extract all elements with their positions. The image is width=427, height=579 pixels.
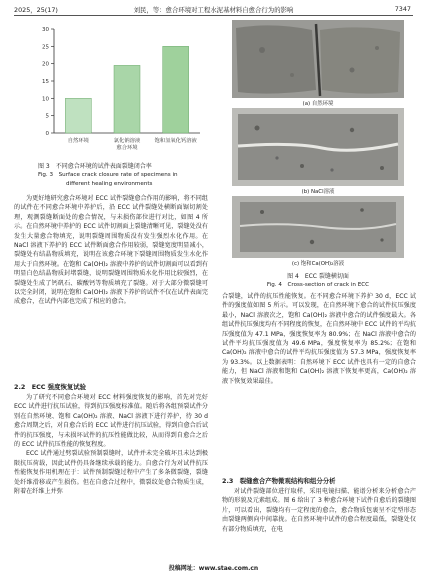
fig4-caption <box>232 272 404 290</box>
header-rule <box>14 15 413 16</box>
paragraph: 合裂缝，试件的抗压性能恢复。在不同愈合环境下养护 30 d，ECC 试件的强度值如图 5 所示。可以发现，在自然环境下愈合的试件抗压强度最小，NaCl 溶液次之，饱和 Ca(OH)₂ 溶液中愈合的试件强度最大。各组试件抗压强度均有不同程度的恢复，在自然环境中 ECC 试件的平均抗压强度值为 47.1 MPa，强度恢复率为 80.9%；在 NaCl 溶液中愈合的试件平均抗压强度值为 49.6 MPa，强度恢复率为 85.2%；在饱和 Ca(OH)₂ 溶液中愈合的试件平均抗压强度值为 57.3 MPa，强度恢复率为 93.3%。以上数据表明：自然环境下 ECC 试件也具有一定的自愈合能力，但 NaCl 溶液和饱和 Ca(OH)₂ 溶液下恢复率更高，Ca(OH)₂ 溶液下恢复效果最佳。 <box>222 293 416 385</box>
section-heading-2-3: 2.3 裂缝愈合产物微观结构和组分分析 <box>222 477 336 485</box>
paragraph: 对试件裂缝部位进行取样，采用电镜扫描、能谱分析来分析愈合产物的形貌及元素组成。图 6 给出了 3 种愈合环境下试件自愈后的裂缝图片，可以看出，裂缝均有一定程度的愈合，愈合物质包裹呈不定型形态由裂缝两侧向中间靠拢。在自然环境中试件的愈合程度最低，裂缝处仅有部分物质填充，在电 <box>222 488 416 533</box>
fig3-caption-zh: 图 3 不同愈合环境的试件表面裂缝闭合率 <box>38 163 152 170</box>
photo-nacl <box>232 108 404 186</box>
bar <box>163 46 189 133</box>
fig4-caption-zh: 图 4 ECC 裂缝横切面 <box>287 273 349 280</box>
footer-url: 投稿网址：www.stae.com.cn <box>168 565 259 572</box>
journal-issue: 2025，25(17) <box>14 6 58 14</box>
bar <box>65 98 91 133</box>
left-body <box>14 194 208 307</box>
right-body-2 <box>222 487 416 534</box>
x-tick-label: 饱和氢氧化钙溶液 <box>154 138 197 144</box>
paragraph: ECC 试件通过劈裂试验预制裂缝时，试件并未完全破坏且未达到极限抗压荷载，因此试件仍具备继续承载的能力。自愈合行为对试件抗压性能恢复作用机理在于：试件预制裂缝过程中产生了多条微裂缝，裂缝处纤维滑移或产生损伤。但在自愈合过程中，微裂纹处愈合物质生成，附着在纤维上并弥 <box>14 450 208 496</box>
y-tick-label: 30 <box>42 27 49 33</box>
photo-caoh2 <box>232 196 404 258</box>
y-tick-label: 15 <box>42 79 49 85</box>
bar <box>114 65 140 133</box>
section-heading-2-2: 2.2 ECC 强度恢复试验 <box>14 383 87 391</box>
left-body-2 <box>14 393 208 496</box>
sublabel-a: (a) 自然环境 <box>302 101 334 107</box>
sublabel-b: (b) NaCl溶液 <box>301 189 335 195</box>
paragraph: 为了研究不同愈合环境对 ECC 材料强度恢复的影响，首先对完好 ECC 试件进行抗压试验，得到抗压强度标准值。随后将各组预裂试件分别在自然环境、饱和 Ca(OH)₂ 溶液、NaCl 溶液下进行养护，待 30 d 愈合周期之后，对自愈合后的 ECC 试件进行抗压试验，得到自愈合后试件的抗压强度，与未损坏试件的抗压性能做比较，从而得到自愈合之后的 ECC 试件抗压性能的恢复程度。 <box>14 394 208 449</box>
fig3-chart <box>14 21 208 161</box>
paragraph: 为更好地研究愈合环境对 ECC 试件裂缝愈合作用的影响，将不同组的试件在不同愈合环境中养护后，沿 ECC 试件裂缝处横断面锯切割处理，观测裂缝断面处的愈合情况，与未损伤部位进行对比，如图 4 所示。在自然环境中养护的 ECC 试件切割面上裂缝清晰可见，裂缝处没有发生大量愈合物填充，说明裂缝周围物质没有发生强烈水化作用。在 NaCl 溶液下养护的 ECC 试件断面愈合作用较弱，裂缝宽度明显减小，裂缝处有结晶物质填充，说明在该愈合环境下裂缝周围物质发生水化作用大于自然环境。在饱和 Ca(OH)₂ 溶液中养护的试件切割面可以看到有明显白色结晶物质封堵裂缝，说明裂缝周围物质水化作用比较强烈，在裂缝处生成了钙矾石、碳酸钙等物质填充了裂缝。对于大部分微裂缝可以完全封闭，说明在饱和 Ca(OH)₂ 溶液下养护的试件不仅在试件表面完成愈合，在试件内部也完成了相应的愈合。 <box>14 195 208 306</box>
x-tick-label: 自然环境 <box>67 138 89 144</box>
y-tick-label: 5 <box>45 113 49 120</box>
y-tick-label: 25 <box>42 44 49 51</box>
fig3-caption <box>38 162 208 189</box>
running-title: 刘民，等：愈合环境对工程水泥基材料自愈合行为的影响 <box>133 6 294 14</box>
running-header <box>0 0 427 17</box>
x-tick-label: 氯化钠溶液 <box>113 138 141 144</box>
photo-natural <box>232 20 404 98</box>
y-tick-label: 20 <box>42 61 49 68</box>
x-tick-label: 愈合环境 <box>116 145 138 151</box>
page-number: 7347 <box>394 5 411 13</box>
y-tick-label: 0 <box>45 131 49 137</box>
right-body <box>222 292 416 386</box>
fig3-chart-svg <box>14 21 208 161</box>
y-tick-label: 10 <box>42 96 49 103</box>
fig3-caption-en2: different healing environments <box>66 181 153 187</box>
fig3-caption-en1: Fig. 3 Surface crack closure rate of specimens in <box>38 172 178 178</box>
fig4-caption-en: Fig. 4 Cross-section of crack in ECC <box>266 282 370 288</box>
sublabel-c: (c) 饱和Ca(OH)₂溶液 <box>291 261 345 267</box>
